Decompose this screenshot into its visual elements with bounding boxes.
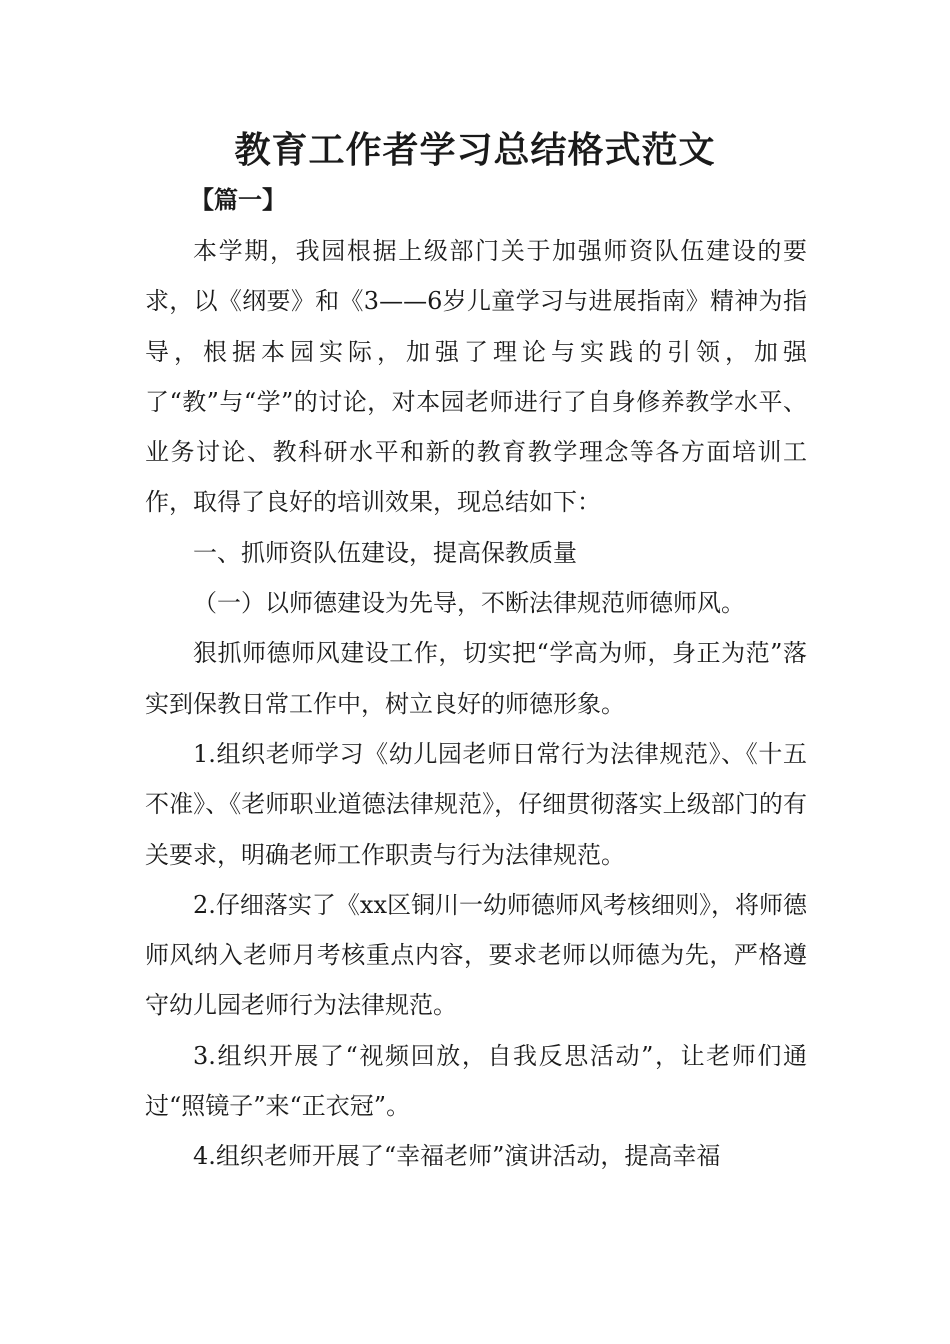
paragraph-intro: 本学期，我园根据上级部门关于加强师资队伍建设的要求，以《纲要》和《3——6岁儿童学习与进展指南》精神为指导，根据本园实际，加强了理论与实践的引领，加强了“教”与“学”的讨论，对本园老师进行了自身修养教学水平、业务讨论、教科研水平和新的教育教学理念等各方面培训工作，取得了良好的培训效果，现总结如下： [145, 237, 807, 517]
list-item: 3.组织开展了“视频回放，自我反思活动”，让老师们通过“照镜子”来“正衣冠”。 [145, 1041, 807, 1121]
list-item: 2.仔细落实了《xx区铜川一幼师德师风考核细则》，将师德师风纳入老师月考核重点内容，要求老师以师德为先，严格遵守幼儿园老师行为法律规范。 [145, 890, 807, 1020]
paragraph: 狠抓师德师风建设工作，切实把“学高为师，身正为范”落实到保教日常工作中，树立良好的师德形象。 [145, 639, 807, 718]
section-tag: 【篇一】 [190, 185, 286, 214]
document-body [145, 226, 807, 1182]
section-heading: 一、抓师资队伍建设，提高保教质量 [193, 538, 577, 567]
subsection-heading: （一）以师德建设为先导，不断法律规范师德师风。 [193, 589, 745, 618]
list-item: 1.组织老师学习《幼儿园老师日常行为法律规范》、《十五不准》、《老师职业道德法律规范》，仔细贯彻落实上级部门的有关要求，明确老师工作职责与行为法律规范。 [145, 739, 807, 869]
document-title: 教育工作者学习总结格式范文 [234, 130, 716, 171]
list-item: 4.组织老师开展了“幸福老师”演讲活动，提高幸福 [193, 1142, 721, 1171]
